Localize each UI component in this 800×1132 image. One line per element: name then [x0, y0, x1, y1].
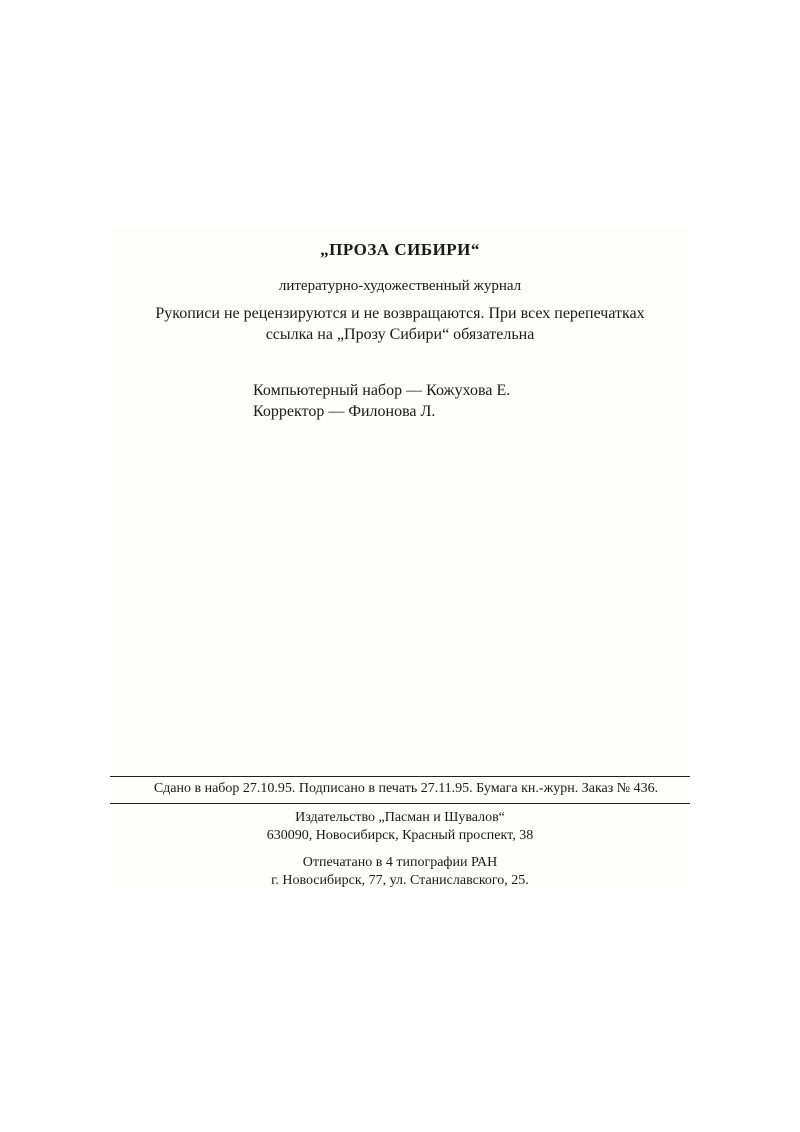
journal-title: „ПРОЗА СИБИРИ“	[320, 240, 480, 259]
imprint-bottom-rule	[110, 803, 690, 804]
publisher-name: Издательство „Пасман и Шувалов“	[295, 810, 505, 825]
publisher-address: 630090, Новосибирск, Красный проспект, 38	[266, 828, 534, 843]
printer-address: г. Новосибирск, 77, ул. Станиславского, 25.	[271, 873, 529, 888]
credits-block	[253, 380, 510, 422]
proofreader-credit: Корректор — Филонова Л.	[253, 403, 436, 420]
manuscript-notice-line2: ссылка на „Прозу Сибири“ обязательна	[265, 326, 535, 343]
journal-subtitle: литературно-художественный журнал	[278, 278, 522, 294]
print-info-line: Сдано в набор 27.10.95. Подписано в печать 27.11.95. Бумага кн.-журн. Заказ № 436.	[153, 781, 659, 796]
typesetting-credit: Компьютерный набор — Кожухова Е.	[253, 382, 511, 399]
imprint-top-rule	[110, 776, 690, 777]
printer-name: Отпечатано в 4 типографии РАН	[302, 855, 498, 870]
manuscript-notice-line1: Рукописи не рецензируются и не возвращаются. При всех перепечатках	[155, 305, 645, 322]
